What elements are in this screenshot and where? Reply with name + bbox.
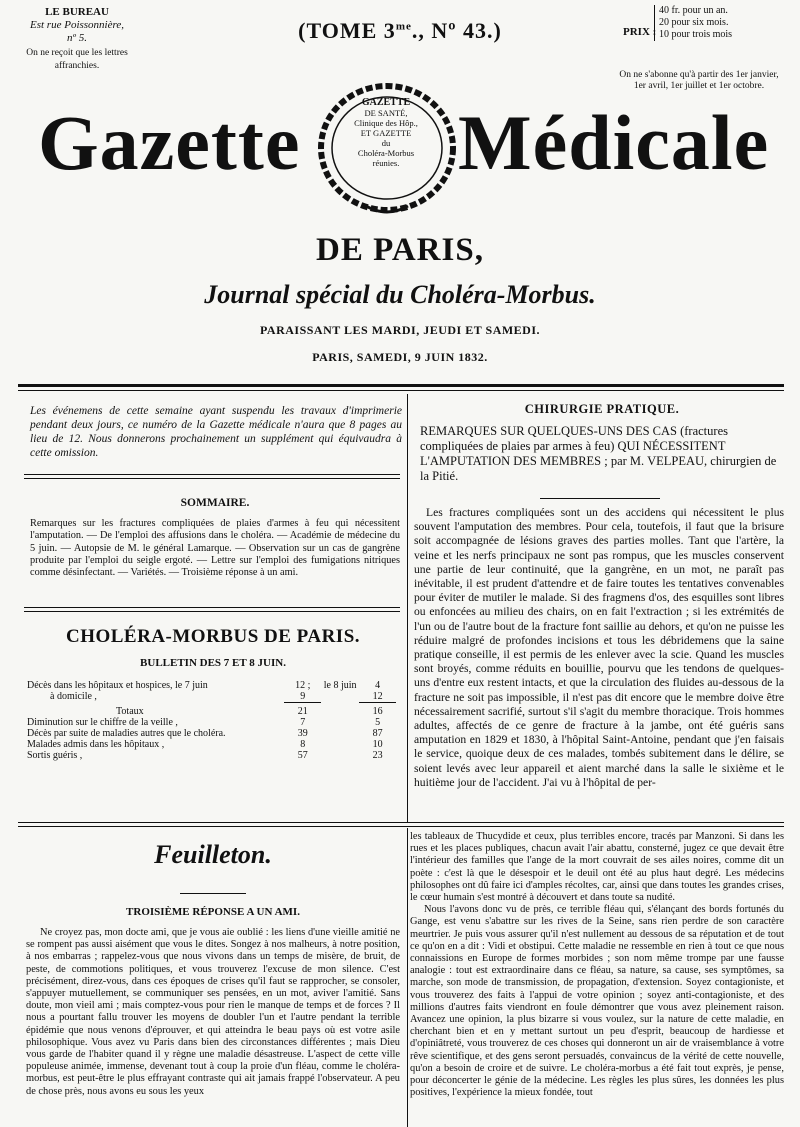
bureau-title: LE BUREAU	[45, 6, 109, 18]
price-three-months: 10 pour trois mois	[659, 29, 733, 40]
sommaire-rule-1	[24, 607, 400, 608]
chirurgie-subheading: REMARQUES SUR QUELQUES-UNS DES CAS (fractures compliquées de plaies par armes à feu) QUI NÉCESSITENT L'AMPUTATION DES MEMBRES ; par M. VELPEAU, chirurgien de la Pitié.	[420, 424, 777, 483]
column-label-june-8: le 8 juin	[323, 680, 357, 691]
tome-sup: me	[395, 20, 412, 33]
row-label: Totaux	[116, 705, 144, 717]
notice-rule-2	[24, 478, 400, 479]
row-label: Sortis guéris ,	[27, 750, 83, 761]
feuilleton-rule-2	[18, 826, 784, 827]
table-row	[26, 728, 396, 739]
feuilleton-rule-1	[18, 822, 784, 823]
row-label: Malades admis dans les hôpitaux ,	[27, 739, 165, 750]
table-row	[26, 750, 396, 761]
subtitle-city: DE PARIS,	[316, 232, 484, 268]
seal-line-1: GAZETTE	[361, 97, 411, 108]
masthead-rule-thick	[18, 384, 784, 387]
seal-text	[336, 98, 436, 168]
feuilleton-continuation	[410, 831, 784, 1099]
journal-line: Journal spécial du Choléra-Morbus.	[204, 280, 596, 309]
value-june-8: 12	[372, 691, 383, 702]
feuilleton-subheading: TROISIÈME RÉPONSE A UN AMI.	[126, 906, 300, 918]
continuation-paragraph-2: Nous l'avons donc vu de près, ce terrible fléau qui, s'élançant des bords fortunés du Gange, est venu s'abattre sur les rives de la Seine, sans rien perdre de son caractère meurtrier. Je puis vous assurer qu'il n'est nullement au dessous de sa réputation et de tout ce qu'on en a dit : Vidi et obstipui. Cette maladie ne ressemble en rien à tout ce que nous connaissions en Europe de formes morbides ; son nom même trompe par une fausse analogie : tout est extraordinaire dans ce fléau, sa nature, sa cause, ses symptômes, sa marche, son mode de transmission, de propagation, d'extension. Soyez contagioniste, et vous trouverez des faits à l'appui de votre opinion ; soyez anti-contagioniste, et des millions d'autres faits viendront en foule démontrer que vous avez pleinement raison. Avancez une opinion, la plus bizarre si vous voulez, sur la nature de cette maladie, en cherchant bien et en y mettant surtout un peu d'esprit, beaucoup de hardiesse et d'opiniâtreté, vous trouverez de ces choses qui donneront un air de vraisemblance à votre rêve scientifique, et des gens seront persuadés, convaincus de la vérité de cette nouvelle, qu'on a besoin de croire et de suivre. Le choléra-morbus a été fait tout exprès, je pense, pour déconcerter le génie de la médecine. Les règles les plus sûres, les données les plus positives, l'expérience la mieux fondée, tout	[410, 904, 784, 1099]
value-june-8: 5	[375, 717, 381, 728]
chirurgie-rule	[540, 498, 660, 499]
tome-number	[285, 18, 515, 44]
masthead-rule-thin	[18, 390, 784, 391]
value-june-7: 39	[297, 728, 308, 739]
continuation-paragraph-1: les tableaux de Thucydide et ceux, plus terribles encore, tracés par Manzoni. Si dans les rues et les places publiques, chacun avait l'air abattu, consterné, jugez ce que devait être l'intérieur des familles que l'ange de la mort couvrait de ses ailes noires, comme dit un poète : c'est là que le désespoir et le deuil ont été au plus haut degré. Les médecins philosophes ont dû faire ici d'amples récoltes, car, ainsi que dans toutes les grandes crises, le cœur humain s'est montré à découvert et dans toute sa nudité.	[410, 831, 784, 904]
table-row	[26, 717, 396, 728]
notice-rule-1	[24, 474, 400, 475]
issue-number: ., Nº 43.)	[411, 18, 502, 43]
bureau-number: nº 5.	[67, 32, 87, 44]
value-june-7: 7	[300, 717, 306, 728]
bulletin-heading: BULLETIN DES 7 ET 8 JUIN.	[140, 657, 286, 669]
mortality-table	[26, 680, 396, 761]
chirurgie-body: Les fractures compliquées sont un des accidens qui nécessitent le plus souvent l'amputation des membres. Pour cela, toutefois, il faut que la brisure soit accompagnée de lésions graves des parties molles. Tant que l'artère, la veine et les nerfs principaux ne sont pas rompus, que les muscles conservent une partie de leur continuité, que la gangrène, en un mot, ne paraît pas inévitable, il est prudent d'attendre et de faire toutes les tentatives convenables pour éviter de mutiler le malade. Si des fragmens d'os, des esquilles sont libres ou enfoncées au milieu des chairs, on en fait l'extraction ; si les extrémités de l'un ou de l'autre bout de la fracture font saillie au dehors, et qu'on ne puisse les réduire malgré de profondes incisions et tous les débridemens que la saine pratique conseille, il est permis de les enlever avec la scie. Quand les muscles sont broyés, comme réduits en bouillie, pourvu que les tendons de quelques-uns d'entre eux restent intacts, et que la circulation des fluides au-dessous de la fracture ne soit pas impossible, il n'est pas dit encore que le membre doive être nécessairement sacrifié, surtout s'il s'agit du membre thoracique. Trois hommes adultes, affectés de ce genre de fracture à la jambe, ont été guéris sans amputation en 1829 et 1830, à l'hôpital Saint-Antoine, pendant que j'en faisais le service, quoique deux de ces malades, tombés subitement dans le délire, se soient levés avec leur appareil et aient marché dans la salle le sixième et le huitième jour de l'accident. J'ai vu à l'hôpital de per-	[414, 506, 784, 789]
value-june-8: 10	[372, 739, 383, 750]
bureau-address: Est rue Poissonnière,	[30, 19, 124, 31]
subscription-note: On ne s'abonne qu'à partir des 1er janvier, 1er avril, 1er juillet et 1er octobre.	[619, 70, 779, 91]
price-year: 40 fr. pour un an.	[659, 5, 728, 16]
table-row	[26, 691, 396, 703]
table-row	[26, 739, 396, 750]
value-june-7: 8	[300, 739, 306, 750]
value-june-7: 12 ;	[295, 680, 311, 691]
seal-line-3: Clinique des Hôp.,	[354, 118, 418, 128]
value-june-8: 23	[372, 750, 383, 761]
feuilleton-heading: Feuilleton.	[154, 840, 272, 869]
cholera-heading: CHOLÉRA-MORBUS DE PARIS.	[65, 626, 361, 647]
issue-date: PARIS, SAMEDI, 9 JUIN 1832.	[312, 350, 488, 364]
sommaire-rule-2	[24, 611, 400, 612]
value-june-7: 21	[284, 703, 321, 718]
notice-paragraph: Les événemens de cette semaine ayant suspendu les travaux d'imprimerie pendant deux jours, ce numéro de la Gazette médicale n'aura que 8 pages au lieu de 12. Nous donnerons prochainement un supplément qui équivaudra à cette omission.	[30, 405, 402, 459]
seal-line-2: DE SANTÉ,	[364, 108, 408, 118]
column-divider-bottom	[407, 828, 408, 1127]
masthead-title-right: Médicale	[458, 99, 770, 186]
feuilleton-short-rule	[180, 893, 246, 894]
value-june-8: 16	[359, 703, 396, 718]
value-june-8: 4	[375, 680, 381, 691]
row-label: Décès dans les hôpitaux et hospices, le 7 juin	[27, 680, 208, 691]
row-label: à domicile ,	[50, 691, 97, 702]
price-six-months: 20 pour six mois.	[659, 17, 729, 28]
tome-label: (TOME 3	[298, 18, 396, 43]
seal-line-6: Choléra-Morbus	[357, 148, 415, 158]
feuilleton-body: Ne croyez pas, mon docte ami, que je vous aie oublié : les liens d'une vieille amitié ne se rompent pas aussi aisément que vous le dites. Songez à nos malheurs, à notre position, à nos embarras ; rappelez-vous que nous vivons dans un temps de misère, de bruit, de peste, de commotions politiques, et vous trouverez l'excuse de mon silence. C'est précisément, direz-vous, dans ces époques de crises qu'il faut se rapprocher, se consoler, s'appuyer mutuellement, se communiquer ses pensées, en un mot, aviver l'amitié. Sans doute, mon vieil ami ; mais comptez-vous pour rien le manque de temps et de forces ? Il nous a pourtant fallu trouver les moyens de doubler l'un et l'autre pendant la terrible épidémie que nous venons d'éprouver, et qui atteindra le beau pays où est votre asile philosophique. Vous avez vu Paris dans bien des circonstances différentes ; mais Dieu vous garde de l'habiter quand il y règne une maladie désastreuse. L'aspect de cette ville populeuse animée, immense, devenant tout à coup la proie d'un fléau, comme le choléra-morbus, est peut-être le plus effrayant contraste qui ait jamais frappé l'observateur. A peu de chose près, nous avons eu sous les yeux	[26, 927, 400, 1097]
value-june-7: 57	[297, 750, 308, 761]
value-june-7: 9	[300, 691, 306, 702]
chirurgie-heading: CHIRURGIE PRATIQUE.	[524, 402, 680, 416]
column-divider-top	[407, 394, 408, 822]
bureau-note: On ne reçoit que les lettres affranchies.	[26, 48, 128, 71]
table-row	[26, 703, 396, 718]
table-row	[26, 680, 396, 691]
seal-line-5: du	[381, 138, 391, 148]
row-label: Diminution sur le chiffre de la veille ,	[27, 717, 178, 728]
seal-line-4: ET GAZETTE	[360, 128, 412, 138]
masthead-title-left: Gazette	[38, 99, 301, 186]
publication-days: PARAISSANT LES MARDI, JEUDI ET SAMEDI.	[259, 323, 541, 337]
sommaire-heading: SOMMAIRE.	[180, 497, 250, 509]
seal-line-7: réunies.	[372, 158, 400, 168]
row-label: Décès par suite de maladies autres que le choléra.	[27, 728, 226, 739]
sommaire-text: Remarques sur les fractures compliquées de plaies d'armes à feu qui nécessitent l'amputation. — De l'emploi des affusions dans le choléra. — Académie de médecine du 5 juin. — Autopsie de M. le général Lamarque. — Observation sur un cas de gangrène produite par l'emploi du seigle ergoté. — Lettre sur l'emploi des fumigations nitriques comme désinfectant. — Variétés. — Troisième réponse à un ami.	[30, 518, 400, 579]
bureau-info	[22, 6, 132, 73]
price-label: PRIX :	[623, 26, 657, 38]
price-list	[654, 5, 800, 41]
value-june-8: 87	[372, 728, 383, 739]
